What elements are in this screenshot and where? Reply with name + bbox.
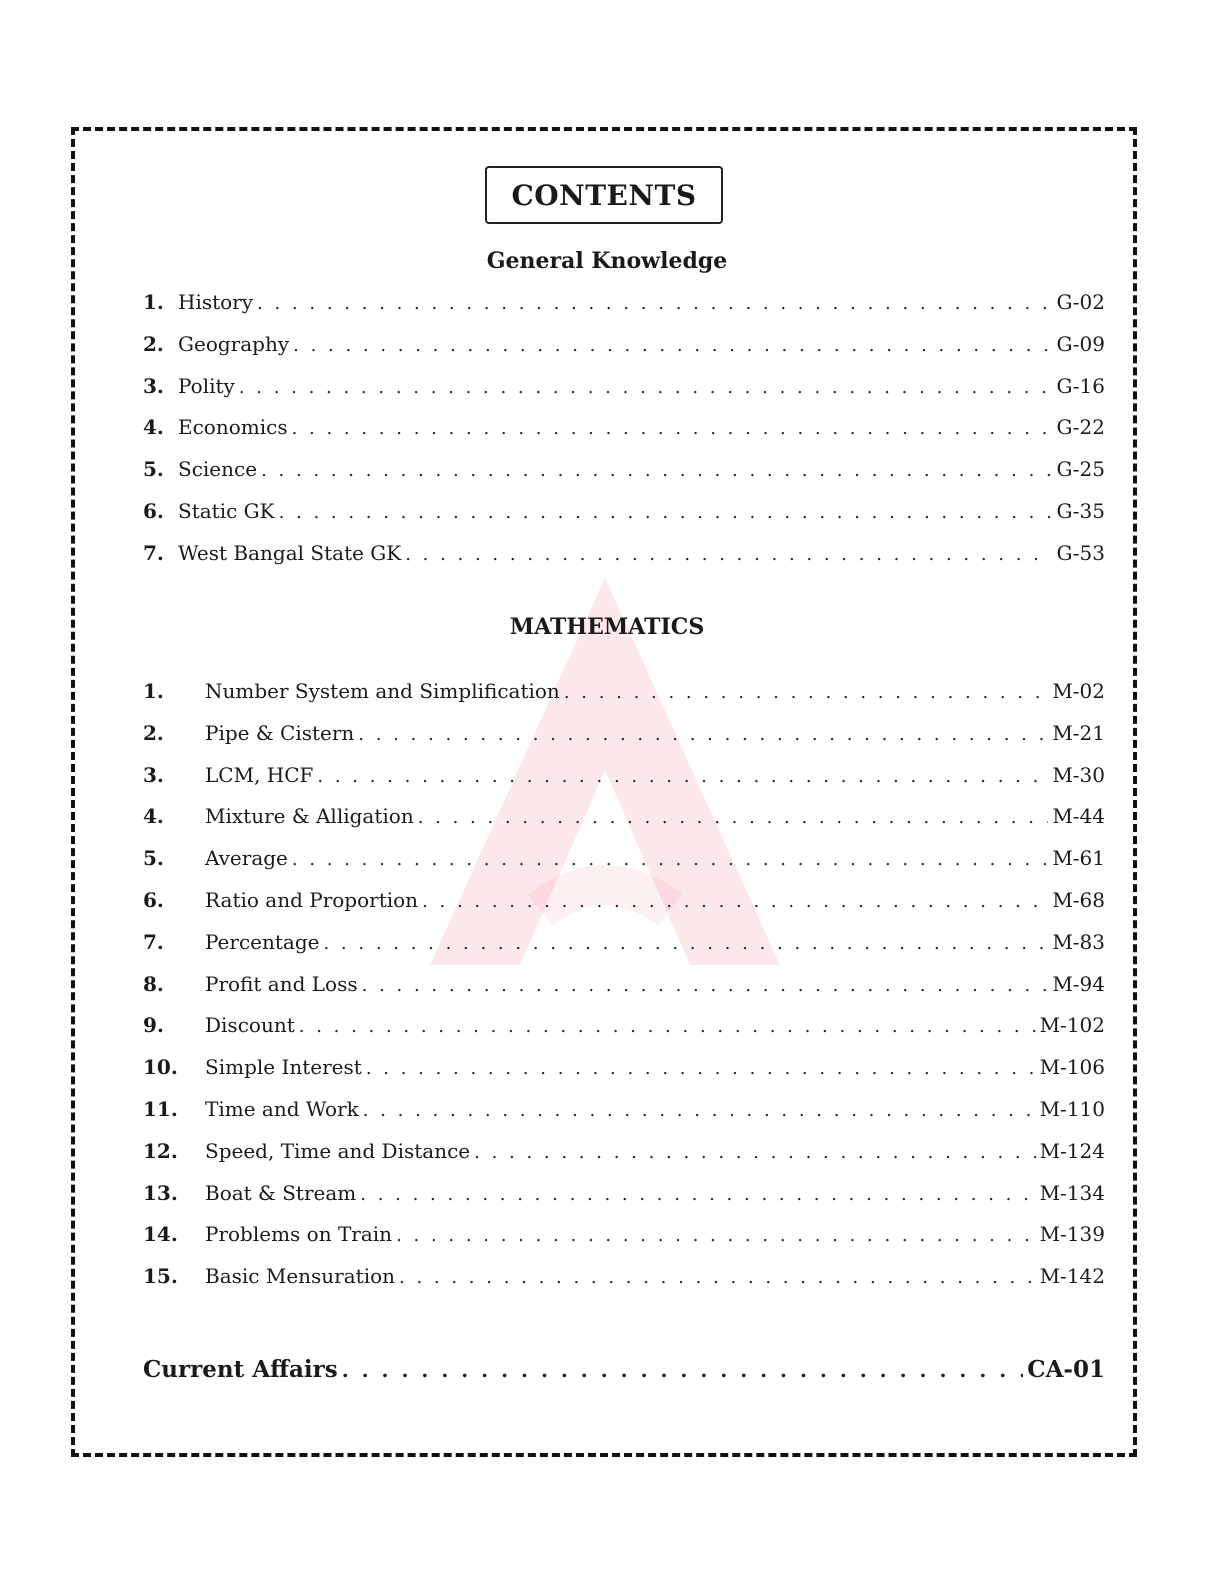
dot-leader [422, 887, 1048, 917]
dot-leader [342, 1353, 1024, 1387]
entry-number: 5. [143, 846, 164, 871]
dot-leader [299, 1012, 1036, 1042]
entry-number: 3. [143, 762, 164, 787]
math-entry[interactable] [143, 969, 1105, 999]
entry-title: History [178, 290, 254, 314]
entry-title: Polity [178, 373, 235, 398]
gk-entry[interactable] [143, 454, 1105, 484]
entry-number: 2. [143, 331, 164, 356]
dot-leader [292, 845, 1048, 875]
math-entry[interactable] [143, 1010, 1105, 1040]
page-border [71, 127, 1137, 1457]
entry-page: M-61 [1052, 846, 1105, 871]
entry-page: M-124 [1039, 1138, 1105, 1163]
dot-leader [564, 678, 1049, 708]
entry-title: Pipe & Cistern [205, 720, 355, 745]
dot-leader [358, 720, 1048, 750]
math-entry[interactable] [143, 718, 1105, 748]
entry-title: Ratio and Proportion [205, 888, 419, 912]
gk-entry[interactable] [143, 371, 1105, 401]
entry-title: Science [178, 457, 258, 482]
entry-page: M-142 [1039, 1264, 1105, 1289]
dot-leader [360, 1180, 1035, 1210]
entry-number: 13. [143, 1180, 178, 1205]
dot-leader [279, 498, 1053, 528]
entry-page: M-68 [1052, 888, 1105, 912]
entry-number: 8. [143, 971, 164, 996]
dot-leader [366, 1054, 1036, 1084]
entry-page: G-09 [1056, 331, 1105, 356]
entry-number: 2. [143, 720, 164, 745]
dot-leader [362, 971, 1049, 1001]
entry-title: Profit and Loss [205, 971, 358, 996]
dot-leader [418, 803, 1049, 833]
entry-title: Boat & Stream [205, 1180, 357, 1205]
entry-number: 6. [143, 888, 164, 912]
math-entry[interactable] [143, 1136, 1105, 1166]
math-entry[interactable] [143, 1178, 1105, 1208]
entry-number: 1. [143, 290, 164, 314]
math-entry[interactable] [143, 801, 1105, 831]
entry-number: 14. [143, 1222, 178, 1247]
entry-page: M-21 [1052, 720, 1105, 745]
gk-entry[interactable] [143, 329, 1105, 359]
entry-title: Number System and Simplification [205, 679, 560, 703]
entry-page: G-35 [1056, 499, 1105, 523]
entry-number: 7. [143, 540, 164, 565]
entry-number: 15. [143, 1264, 178, 1289]
entry-page: M-110 [1039, 1097, 1105, 1121]
dot-leader [239, 373, 1053, 403]
entry-title: Percentage [205, 929, 320, 954]
entry-title: Economics [178, 415, 288, 440]
dot-leader [405, 540, 1052, 570]
entry-page: M-139 [1039, 1222, 1105, 1247]
entry-title: Discount [205, 1013, 295, 1038]
entry-number: 10. [143, 1055, 178, 1080]
math-entry[interactable] [143, 1219, 1105, 1249]
dot-leader [363, 1096, 1036, 1126]
dot-leader [261, 456, 1052, 486]
entry-page: G-16 [1056, 373, 1105, 398]
entry-number: 7. [143, 929, 164, 954]
entry-page: G-22 [1056, 415, 1105, 440]
entry-number: 1. [143, 679, 164, 703]
entry-page: M-106 [1039, 1055, 1105, 1080]
gk-entry[interactable] [143, 287, 1105, 317]
entry-page: M-134 [1039, 1180, 1105, 1205]
dot-leader [317, 762, 1048, 792]
entry-number: 11. [143, 1097, 178, 1121]
contents-title: CONTENTS [485, 166, 723, 224]
math-entry[interactable] [143, 760, 1105, 790]
entry-page: M-83 [1052, 929, 1105, 954]
entry-title: Problems on Train [205, 1222, 393, 1247]
entry-page: M-102 [1039, 1013, 1105, 1038]
entry-number: 12. [143, 1138, 178, 1163]
math-entry[interactable] [143, 1052, 1105, 1082]
math-entry[interactable] [143, 676, 1105, 706]
entry-page: G-02 [1056, 290, 1105, 314]
entry-title: LCM, HCF [205, 762, 314, 787]
dot-leader [399, 1263, 1036, 1293]
math-entry[interactable] [143, 1094, 1105, 1124]
entry-number: 9. [143, 1013, 164, 1038]
entry-page: G-53 [1056, 540, 1105, 565]
entry-number: 3. [143, 373, 164, 398]
entry-page: M-02 [1052, 679, 1105, 703]
math-entry[interactable] [143, 843, 1105, 873]
entry-title: Speed, Time and Distance [205, 1138, 471, 1163]
entry-page: M-44 [1052, 804, 1105, 829]
entry-page: M-30 [1052, 762, 1105, 787]
dot-leader [396, 1221, 1036, 1251]
entry-number: 4. [143, 415, 164, 440]
current-affairs-page: CA-01 [1027, 1356, 1105, 1383]
dot-leader [257, 289, 1052, 319]
gk-entry[interactable] [143, 496, 1105, 526]
entry-title: Mixture & Alligation [205, 804, 414, 829]
entry-page: M-94 [1052, 971, 1105, 996]
entry-page: G-25 [1056, 457, 1105, 482]
entry-title: West Bangal State GK [178, 540, 402, 565]
entry-title: Geography [178, 331, 290, 356]
dot-leader [293, 331, 1052, 361]
entry-number: 5. [143, 457, 164, 482]
entry-title: Simple Interest [205, 1055, 362, 1080]
current-affairs-title: Current Affairs [143, 1356, 338, 1383]
math-heading: MATHEMATICS [509, 614, 705, 640]
gk-entry[interactable] [143, 538, 1105, 568]
entry-title: Basic Mensuration [205, 1264, 396, 1289]
math-entry[interactable] [143, 885, 1105, 915]
dot-leader [474, 1138, 1035, 1168]
dot-leader [292, 414, 1053, 444]
dot-leader [323, 929, 1048, 959]
math-entry[interactable] [143, 927, 1105, 957]
current-affairs-entry[interactable] [143, 1353, 1105, 1387]
entry-title: Time and Work [205, 1097, 359, 1121]
entry-number: 4. [143, 804, 164, 829]
entry-title: Static GK [178, 499, 275, 523]
entry-number: 6. [143, 499, 164, 523]
gk-entry[interactable] [143, 412, 1105, 442]
gk-heading: General Knowledge [486, 248, 728, 274]
math-entry[interactable] [143, 1261, 1105, 1291]
entry-title: Average [205, 846, 288, 871]
